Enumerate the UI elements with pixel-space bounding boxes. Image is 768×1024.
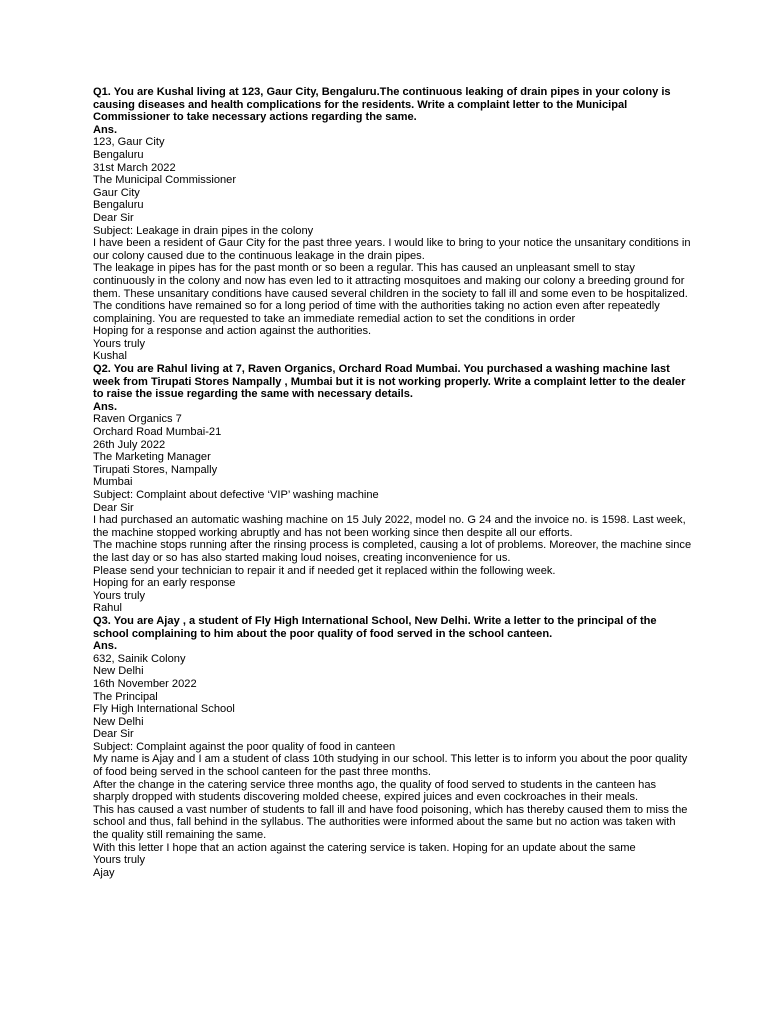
letter-line: The conditions have remained so for a long period of time with the authorities taking no action even after repeatedly complaining. You are requested to take an immediate remedial action to set the conditions in order bbox=[93, 300, 660, 325]
letter-line: Yours truly bbox=[93, 337, 146, 350]
letter-line: Subject: Leakage in drain pipes in the colony bbox=[93, 224, 314, 237]
document-page bbox=[93, 86, 693, 879]
letter-line: Yours truly bbox=[93, 854, 146, 867]
question-block-3 bbox=[93, 615, 693, 879]
letter-line: Bengaluru bbox=[93, 199, 144, 212]
letter-line: Subject: Complaint against the poor quality of food in canteen bbox=[93, 740, 396, 753]
letter-line: Tirupati Stores, Nampally bbox=[93, 463, 218, 476]
letter-line: The Principal bbox=[93, 690, 158, 703]
question-block-1 bbox=[93, 86, 693, 363]
question-block-2 bbox=[93, 363, 693, 615]
letter-line: Fly High International School bbox=[93, 703, 235, 716]
letter-line: Dear Sir bbox=[93, 211, 134, 224]
letter-line: The machine stops running after the rinsing process is completed, causing a lot of problems. Moreover, the machine since the last day or so has also started making loud noises, creating inconvenience for us. bbox=[93, 539, 692, 564]
letter-line: Gaur City bbox=[93, 186, 140, 199]
letter-line: Dear Sir bbox=[93, 501, 134, 514]
letter-line: Hoping for an early response bbox=[93, 577, 236, 590]
letter-line: The Municipal Commissioner bbox=[93, 174, 237, 187]
letter-line: I have been a resident of Gaur City for the past three years. I would like to bring to your notice the unsanitary conditions in our colony caused due to the continuous leakage in the drain pipes. bbox=[93, 237, 691, 262]
letter-line: Please send your technician to repair it and if needed get it replaced within the following week. bbox=[93, 564, 556, 577]
answer-label: Ans. bbox=[93, 400, 118, 413]
letter-line: 16th November 2022 bbox=[93, 677, 197, 690]
question-text: Q2. You are Rahul living at 7, Raven Organics, Orchard Road Mumbai. You purchased a washing machine last week from Tirupati Stores Nampally , Mumbai but it is not working properly. Write a complaint letter to the dealer to raise the issue regarding the same with necessary details. bbox=[93, 363, 686, 401]
letter-line: Kushal bbox=[93, 350, 127, 363]
letter-line: 31st March 2022 bbox=[93, 161, 176, 174]
question-text: Q3. You are Ajay , a student of Fly High International School, New Delhi. Write a letter to the principal of the school complaining to him about the poor quality of food served in the school canteen. bbox=[93, 614, 657, 640]
letter-line: Bengaluru bbox=[93, 148, 144, 161]
letter-line: 123, Gaur City bbox=[93, 136, 165, 149]
letter-line: Raven Organics 7 bbox=[93, 413, 182, 426]
letter-line: Orchard Road Mumbai-21 bbox=[93, 426, 222, 439]
letter-line: 26th July 2022 bbox=[93, 438, 166, 451]
answer-label: Ans. bbox=[93, 123, 118, 136]
letter-line: Dear Sir bbox=[93, 728, 134, 741]
letter-line: Yours truly bbox=[93, 589, 146, 602]
letter-line: New Delhi bbox=[93, 665, 144, 678]
letter-line: The Marketing Manager bbox=[93, 451, 211, 464]
letter-line: I had purchased an automatic washing machine on 15 July 2022, model no. G 24 and the invoice no. is 1598. Last week, the machine stopped working abruptly and has not been working since then despite all our efforts. bbox=[93, 514, 686, 539]
letter-line: Subject: Complaint about defective ‘VIP’ washing machine bbox=[93, 489, 379, 501]
letter-line: 632, Sainik Colony bbox=[93, 652, 186, 665]
letter-line: New Delhi bbox=[93, 715, 144, 728]
letter-line: Rahul bbox=[93, 602, 122, 615]
letter-line: Ajay bbox=[93, 866, 115, 879]
letter-line: Mumbai bbox=[93, 476, 133, 489]
letter-line: My name is Ajay and I am a student of class 10th studying in our school. This letter is to inform you about the poor quality of food being served in the school canteen for the past three months. bbox=[93, 753, 688, 779]
letter-line: The leakage in pipes has for the past month or so been a regular. This has caused an unpleasant smell to stay continuously in the colony and now has even led to it attracting mosquitoes and making our colony a breeding ground for them. These unsanitary conditions have caused several children in the society to fall ill and some even to be hospitalized. bbox=[93, 262, 688, 300]
letter-line: Hoping for a response and action against the authorities. bbox=[93, 325, 372, 338]
answer-label: Ans. bbox=[93, 640, 118, 653]
letter-line: This has caused a vast number of students to fall ill and have food poisoning, which has thereby caused them to miss the school and thus, fall behind in the syllabus. The authorities were informed about the same but no action was taken with the quality still remaining the same. bbox=[93, 803, 688, 842]
question-text: Q1. You are Kushal living at 123, Gaur City, Bengaluru.The continuous leaking of drain pipes in your colony is causing diseases and health complications for the residents. Write a complaint letter to the Municipal Commissioner to take necessary actions regarding the same. bbox=[93, 86, 671, 124]
letter-line: After the change in the catering service three months ago, the quality of food served to students in the canteen has sharply dropped with students discovering molded cheese, expired juices and even cockroaches in their meals. bbox=[93, 778, 657, 804]
letter-line: With this letter I hope that an action against the catering service is taken. Hoping for an update about the same bbox=[93, 841, 636, 854]
